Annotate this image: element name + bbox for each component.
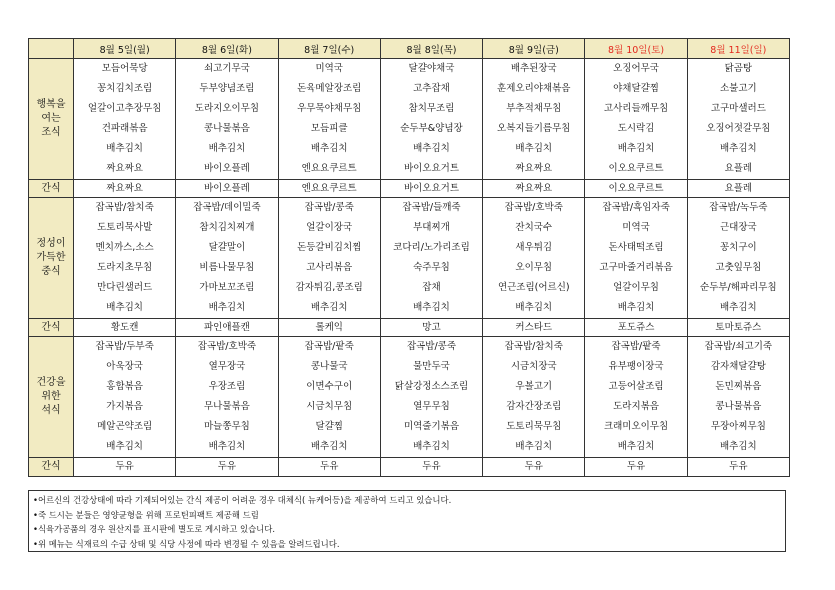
menu-item: 무나물볶음	[203, 401, 250, 412]
menu-item: 홍합볶음	[106, 381, 143, 392]
menu-item: 잡곡밥/콩죽	[406, 341, 457, 352]
menu-item: 배추김치	[617, 441, 655, 452]
menu-item: 배추김치	[719, 143, 757, 154]
menu-item: 오이무침	[515, 262, 553, 273]
dinner-day-cell	[176, 337, 278, 458]
lunch-day-cell	[176, 198, 278, 319]
menu-item: 고춧잎무침	[715, 262, 762, 273]
menu-item: 가마보꼬조림	[199, 282, 255, 293]
menu-item: 얼갈이장국	[306, 222, 353, 233]
menu-item: 짜요짜요	[106, 163, 143, 174]
note-line: •어르신의 건강상태에 따라 기제되어있는 간식 제공이 어려운 경우 대체식( 뉴케어등)을 제공하여 드리고 있습니다.	[33, 495, 452, 505]
menu-item: 달걀야채국	[408, 63, 455, 74]
date-header: 8월 7일(수)	[278, 39, 380, 59]
menu-item: 물만두국	[413, 361, 450, 372]
menu-item: 아욱장국	[106, 361, 143, 372]
weekly-menu-table	[28, 38, 790, 477]
menu-item: 두부양념조림	[199, 83, 255, 94]
date-header-row	[29, 39, 790, 59]
snack-after-dinner-item: 두유	[278, 458, 380, 477]
date-header-weekend: 8월 11일(일)	[687, 39, 789, 59]
menu-item: 바이오플레	[203, 163, 250, 174]
menu-item: 순두부&양념장	[400, 123, 463, 134]
snack-after-breakfast-item: 바이오플레	[176, 180, 278, 198]
menu-item: 멘치까스,소스	[95, 242, 154, 253]
menu-item: 숙주무침	[413, 262, 450, 273]
menu-item: 모듬피클	[310, 123, 348, 134]
menu-item: 배추김치	[310, 441, 348, 452]
menu-item: 잡곡밥/참치죽	[95, 202, 154, 213]
menu-item: 배추김치	[413, 143, 450, 154]
menu-item: 배추김치	[208, 143, 246, 154]
menu-item: 이오요쿠르트	[608, 163, 664, 174]
snack-after-dinner-item: 두유	[74, 458, 176, 477]
menu-item: 콩나물볶음	[715, 401, 762, 412]
snack-after-lunch-item: 포도쥬스	[585, 319, 687, 337]
snack-after-dinner-row	[29, 458, 790, 477]
menu-item: 오징어무국	[613, 63, 659, 74]
menu-item: 참치무조림	[408, 103, 455, 114]
menu-item: 순두부/해파리무침	[700, 282, 777, 293]
dinner-day-cell	[74, 337, 176, 458]
breakfast-day-cell	[483, 59, 585, 180]
menu-item: 배추김치	[310, 143, 348, 154]
menu-item: 배추김치	[310, 302, 348, 313]
snack-after-breakfast-item: 이오요쿠르트	[585, 180, 687, 198]
menu-item: 배추김치	[106, 143, 143, 154]
dinner-label: 건강을 위한 석식	[29, 337, 74, 458]
menu-item: 도라지볶음	[613, 401, 659, 412]
menu-item: 소불고기	[719, 83, 757, 94]
menu-item: 크래미오이무침	[603, 421, 669, 432]
menu-item: 시금치장국	[510, 361, 557, 372]
breakfast-row	[29, 59, 790, 180]
snack-after-dinner-item: 두유	[585, 458, 687, 477]
menu-item: 감자채달걀탕	[710, 361, 766, 372]
lunch-label: 정성이 가득한 중식	[29, 198, 74, 319]
snack-after-breakfast-row	[29, 180, 790, 198]
snack-after-dinner-item: 두유	[176, 458, 278, 477]
menu-item: 잡곡밥/데이밀죽	[193, 202, 261, 213]
menu-item: 닭살강정소스조림	[394, 381, 469, 392]
date-header: 8월 6일(화)	[176, 39, 278, 59]
menu-item: 비름나물무침	[199, 262, 255, 273]
note-line: •위 메뉴는 식재료의 수급 상태 및 식당 사정에 따라 변경될 수 있음을 알려드립니다.	[33, 538, 340, 549]
menu-item: 배추김치	[719, 302, 757, 313]
menu-item: 배추김치	[208, 302, 246, 313]
menu-item: 잡곡밥/호박죽	[197, 341, 257, 352]
lunch-day-cell	[585, 198, 687, 319]
breakfast-day-cell	[380, 59, 482, 180]
date-header: 8월 8일(목)	[380, 39, 482, 59]
snack-after-breakfast-item: 요플레	[687, 180, 789, 198]
menu-item: 돈민찌볶음	[715, 381, 762, 392]
menu-item: 마늘쫑무침	[203, 421, 250, 432]
menu-item: 배추김치	[413, 441, 450, 452]
menu-item: 잡곡밥/흑임자죽	[602, 202, 670, 213]
menu-item: 메알곤약조림	[97, 421, 153, 432]
snack-after-breakfast-item: 엔요요쿠르트	[278, 180, 380, 198]
menu-item: 배추김치	[413, 302, 450, 313]
menu-item: 열무무침	[413, 401, 450, 412]
menu-item: 배추김치	[515, 302, 553, 313]
menu-item: 엔요요쿠르트	[301, 163, 357, 174]
snack-after-dinner-item: 두유	[483, 458, 585, 477]
menu-item: 부추적채무침	[506, 103, 562, 114]
menu-item: 가지볶음	[106, 401, 143, 412]
menu-item: 짜요짜요	[515, 163, 553, 174]
menu-item: 잡채	[422, 282, 441, 293]
notes-box	[28, 490, 786, 552]
menu-item: 잔치국수	[515, 222, 553, 233]
snack-after-lunch-item: 황도캔	[74, 319, 176, 337]
menu-item: 모듬어묵당	[101, 63, 148, 74]
menu-item: 배추김치	[617, 143, 655, 154]
menu-item: 우무묵야채무침	[297, 103, 362, 114]
menu-item: 이면수구이	[306, 381, 353, 392]
menu-item: 고사리볶음	[306, 262, 353, 273]
menu-item: 잡곡밥/녹두죽	[709, 202, 768, 213]
menu-item: 고사리들깨무침	[603, 103, 669, 114]
menu-item: 잡곡밥/팥죽	[611, 341, 661, 352]
dinner-day-cell	[687, 337, 789, 458]
menu-item: 잡곡밥/콩죽	[304, 202, 354, 213]
date-header-weekend: 8월 10일(토)	[585, 39, 687, 59]
menu-item: 미역줄기볶음	[403, 421, 460, 432]
snack-after-breakfast-item: 짜요짜요	[74, 180, 176, 198]
menu-item: 돈등갈비김치찜	[297, 242, 362, 253]
menu-item: 닭곰탕	[724, 63, 753, 74]
breakfast-day-cell	[278, 59, 380, 180]
menu-item: 배추김치	[106, 302, 143, 313]
snack-after-lunch-item: 토마토쥬스	[687, 319, 789, 337]
menu-item: 잡곡밥/들깨죽	[402, 202, 461, 213]
menu-item: 열무장국	[208, 361, 246, 372]
menu-item: 쇠고기무국	[203, 63, 250, 74]
note-line: •죽 드시는 분들은 영양균형을 위해 프로틴피팩트 제공해 드림	[33, 509, 259, 520]
dinner-day-cell	[380, 337, 482, 458]
breakfast-day-cell	[585, 59, 687, 180]
menu-item: 고구마샐러드	[710, 103, 766, 114]
lunch-day-cell	[380, 198, 482, 319]
snack-after-lunch-item: 파인애플캔	[176, 319, 278, 337]
menu-item: 새우튀김	[515, 242, 553, 253]
menu-item: 달걀말이	[208, 242, 246, 253]
lunch-day-cell	[74, 198, 176, 319]
lunch-row	[29, 198, 790, 319]
breakfast-day-cell	[176, 59, 278, 180]
menu-item: 배추된장국	[510, 63, 557, 74]
snack-after-breakfast-item: 바이오요거트	[380, 180, 482, 198]
dinner-day-cell	[278, 337, 380, 458]
menu-item: 꽁치구이	[719, 242, 757, 253]
menu-item: 잡곡밥/호박죽	[504, 202, 563, 213]
menu-item: 훈제오리야채볶음	[497, 83, 571, 94]
menu-item: 오복지들기름무침	[497, 123, 571, 134]
snack-after-dinner-item: 두유	[687, 458, 789, 477]
menu-item: 얼갈이고추장무침	[87, 103, 162, 114]
dinner-row	[29, 337, 790, 458]
menu-item: 돈육메알장조림	[297, 83, 362, 94]
snack-after-lunch-item: 롤케익	[278, 319, 380, 337]
snack-after-lunch-row	[29, 319, 790, 337]
breakfast-label: 행복을 여는 조식	[29, 59, 74, 180]
menu-item: 도토리묵사발	[97, 222, 153, 233]
menu-item: 유부팽이장국	[608, 361, 664, 372]
menu-item: 무장아찌무침	[710, 421, 766, 432]
snack-after-dinner-item: 두유	[380, 458, 482, 477]
menu-item: 고등어살조림	[608, 381, 664, 392]
menu-item: 코다리/노가리조림	[393, 242, 470, 253]
menu-item: 미역국	[315, 63, 343, 74]
menu-item: 부대찌개	[413, 222, 450, 233]
menu-item: 시금치무침	[306, 401, 353, 412]
menu-item: 배추김치	[515, 441, 553, 452]
menu-item: 감자튀김,콩조림	[295, 282, 363, 293]
menu-item: 요플레	[724, 163, 753, 174]
menu-item: 야채달걀찜	[613, 83, 659, 94]
snack-after-lunch-item: 망고	[380, 319, 482, 337]
menu-item: 잡곡밥/두부죽	[95, 341, 154, 352]
menu-item: 달걀찜	[315, 421, 343, 432]
menu-item: 콩나물국	[310, 361, 348, 372]
menu-item: 고추잡채	[413, 83, 450, 94]
menu-item: 참치김치찌개	[199, 222, 255, 233]
menu-item: 오징어젓갈무침	[706, 123, 771, 134]
menu-item: 배추김치	[515, 143, 553, 154]
menu-item: 만다린샐러드	[97, 282, 153, 293]
menu-item: 배추김치	[208, 441, 246, 452]
menu-item: 도토리묵무침	[506, 421, 562, 432]
menu-item: 바이오요거트	[403, 163, 460, 174]
menu-item: 도라지초무침	[97, 262, 153, 273]
menu-item: 감자간장조림	[506, 401, 562, 412]
menu-item: 우장조림	[208, 381, 246, 392]
note-line: •식육가공품의 경우 원산지를 표시판에 별도로 게시하고 있습니다.	[33, 524, 276, 534]
menu-item: 배추김치	[617, 302, 655, 313]
menu-item: 잡곡밥/참치죽	[504, 341, 563, 352]
menu-item: 건파래볶음	[101, 123, 148, 134]
snack-after-lunch-item: 커스타드	[483, 319, 585, 337]
menu-item: 고구마줄거리볶음	[599, 262, 673, 273]
menu-item: 콩나물볶음	[203, 123, 250, 134]
lunch-day-cell	[483, 198, 585, 319]
menu-item: 우볼고기	[515, 381, 553, 392]
menu-item: 돈사태떡조림	[608, 242, 664, 253]
breakfast-day-cell	[74, 59, 176, 180]
menu-item: 근대장국	[719, 222, 757, 233]
menu-item: 얼갈이무침	[613, 282, 659, 293]
menu-item: 미역국	[622, 222, 650, 233]
menu-item: 배추김치	[719, 441, 757, 452]
menu-item: 잡곡밥/팥죽	[304, 341, 354, 352]
dinner-day-cell	[585, 337, 687, 458]
snack-after-dinner-label: 간식	[29, 458, 74, 477]
lunch-day-cell	[278, 198, 380, 319]
menu-item: 배추김치	[106, 441, 143, 452]
menu-item: 도라지오이무침	[194, 103, 260, 114]
date-header: 8월 5일(월)	[74, 39, 176, 59]
menu-item: 도시락김	[617, 123, 655, 134]
menu-item: 연근조림(어르신)	[497, 282, 570, 293]
snack-after-breakfast-item: 짜요짜요	[483, 180, 585, 198]
menu-item: 잡곡밥/쇠고기죽	[704, 341, 773, 352]
dinner-day-cell	[483, 337, 585, 458]
snack-after-lunch-label: 간식	[29, 319, 74, 337]
snack-after-breakfast-label: 간식	[29, 180, 74, 198]
breakfast-day-cell	[687, 59, 789, 180]
date-header: 8월 9일(금)	[483, 39, 585, 59]
header-corner	[29, 39, 74, 59]
menu-item: 꽁치김치조림	[97, 83, 153, 94]
lunch-day-cell	[687, 198, 789, 319]
